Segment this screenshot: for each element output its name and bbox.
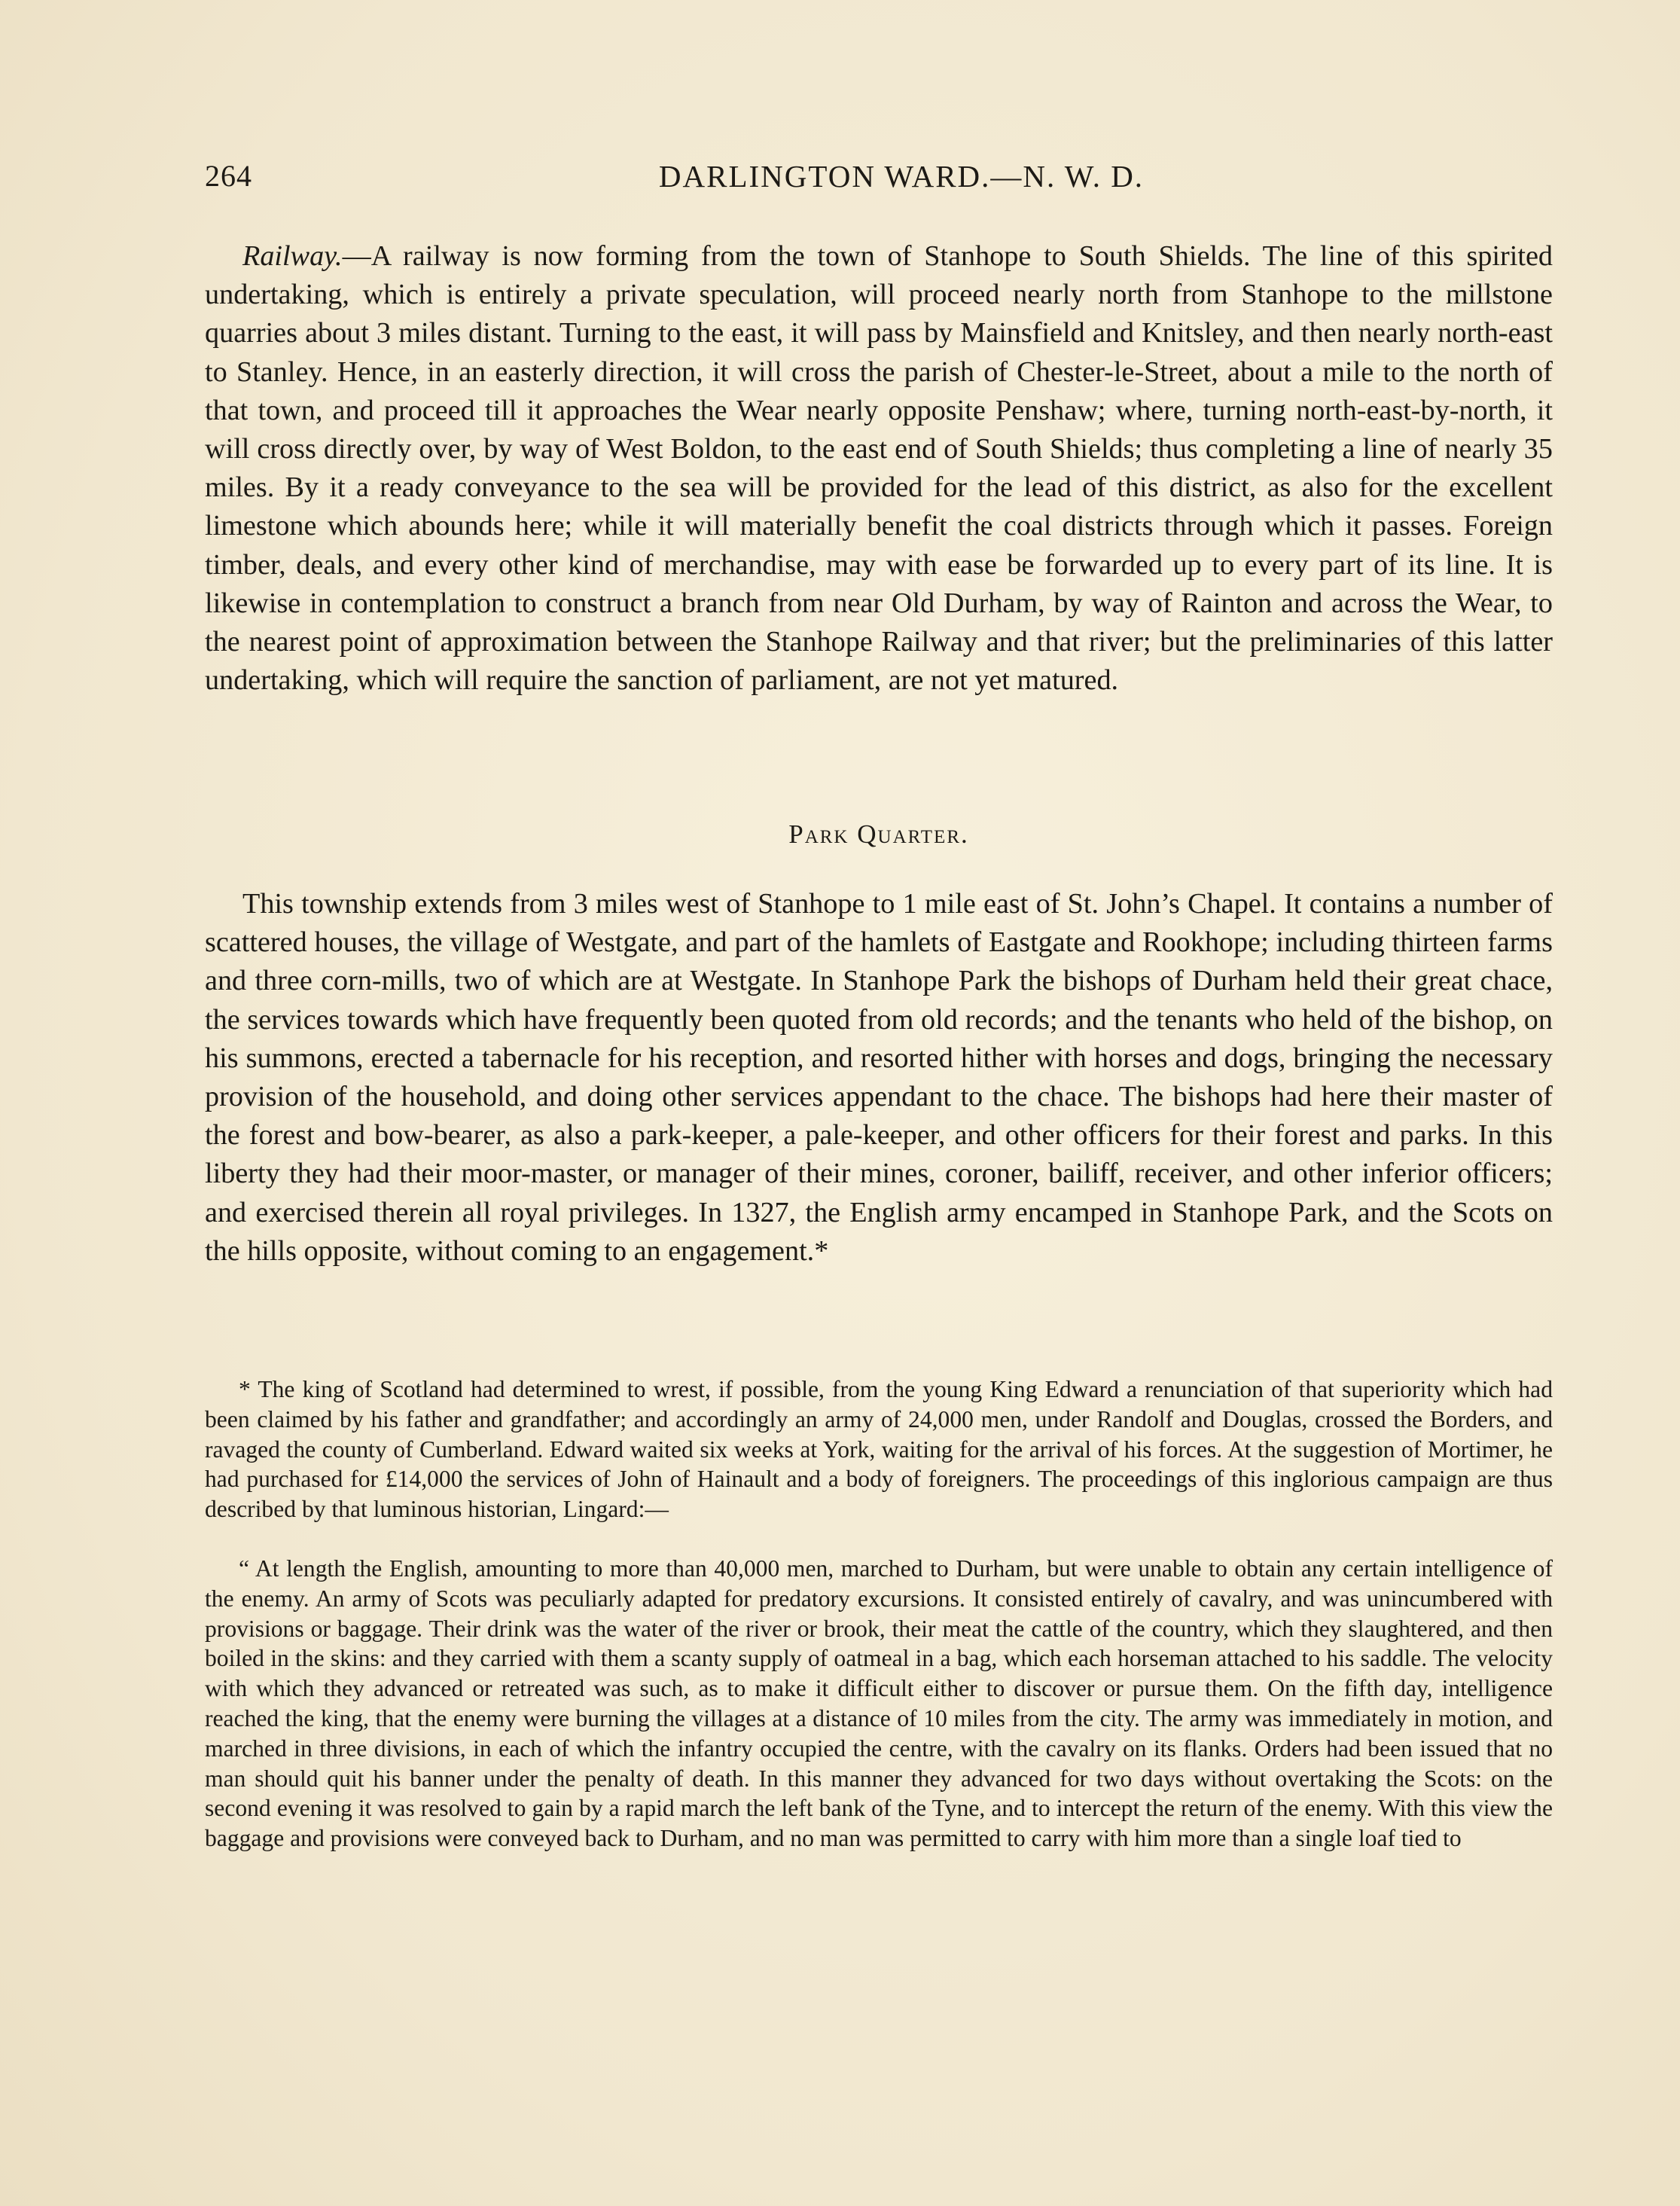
- railway-lead: Railway.: [242, 240, 343, 272]
- footnote-paragraph-1: * The king of Scotland had determined to wrest, if possible, from the young King Edward a renunciation of that superiority which had been claimed by his father and grandfather; and accordingly an army of 24,000 men, under Randolf and Douglas, crossed the Borders, and ravaged the county of Cumberland. Edward waited six weeks at York, waiting for the arrival of his forces. At the suggestion of Mortimer, he had purchased for £14,000 the services of John of Hainault and a body of foreigners. The proceedings of this inglorious campaign are thus described by that luminous historian, Lingard:—: [205, 1376, 1553, 1523]
- park-quarter-paragraph: This township extends from 3 miles west of Stanhope to 1 mile east of St. John’s Chapel. It contains a number of scattered houses, the village of Westgate, and part of the hamlets of Eastgate and Rookhope; including thirteen farms and three corn-mills, two of which are at Westgate. In Stanhope Park the bishops of Durham held their great chace, the services towards which have frequently been quoted from old records; and the tenants who held of the bishop, on his summons, erected a tabernacle for his reception, and resorted hither with horses and dogs, bringing the necessary provision of the household, and doing other services appendant to the chace. The bishops had here their master of the forest and bow-bearer, as also a park-keeper, a pale-keeper, and other officers for their forest and parks. In this liberty they had their moor-master, or manager of their mines, coroner, bailiff, receiver, and other inferior officers; and exercised therein all royal privileges. In 1327, the English army encamped in Stanhope Park, and the Scots on the hills opposite, without coming to an engagement.*: [205, 888, 1553, 1267]
- section-heading-park-quarter: Park Quarter.: [788, 819, 969, 849]
- railway-text: —A railway is now forming from the town of Stanhope to South Shields. The line of this spirited undertaking, which is entirely a private speculation, will proceed nearly north from Stanhope to the millstone quarries about 3 miles distant. Turning to the east, it will pass by Mainsfield and Knitsley, and then nearly north-east to Stanley. Hence, in an easterly direction, it will cross the parish of Chester-le-Street, about a mile to the north of that town, and proceed till it approaches the Wear nearly opposite Penshaw; where, turning north-east-by-north, it will cross directly over, by way of West Boldon, to the east end of South Shields; thus completing a line of nearly 35 miles. By it a ready conveyance to the sea will be provided for the lead of this district, as also for the excellent limestone which abounds here; while it will materially benefit the coal districts through which it passes. Foreign timber, deals, and every other kind of merchandise, may with ease be forwarded up to every part of its line. It is likewise in contemplation to construct a branch from near Old Durham, by way of Rainton and across the Wear, to the nearest point of approximation between the Stanhope Railway and that river; but the preliminaries of this latter undertaking, which will require the sanction of parliament, are not yet matured.: [205, 240, 1553, 697]
- page-number: 264: [205, 159, 252, 193]
- footnote-paragraph-2: “ At length the English, amounting to more than 40,000 men, marched to Durham, but were unable to obtain any certain intelligence of the enemy. An army of Scots was peculiarly adapted for predatory excursions. It consisted entirely of cavalry, and was unincumbered with provisions or baggage. Their drink was the water of the river or brook, their meat the cattle of the country, which they slaughtered, and then boiled in the skins: and they carried with them a scanty supply of oatmeal in a bag, which each horseman attached to his saddle. The velocity with which they advanced or retreated was such, as to make it difficult either to discover or pursue them. On the fifth day, intelligence reached the king, that the enemy were burning the villages at a distance of 10 miles from the city. The army was immediately in motion, and marched in three divisions, in each of which the infantry occupied the centre, with the cavalry on its flanks. Orders had been issued that no man should quit his banner under the penalty of death. In this manner they advanced for two days without overtaking the Scots: on the second evening it was resolved to gain by a rapid march the left bank of the Tyne, and to intercept the return of the enemy. With this view the baggage and provisions were conveyed back to Durham, and no man was permitted to carry with him more than a single loaf tied to: [205, 1555, 1553, 1852]
- page-header: [205, 158, 1553, 203]
- running-head: DARLINGTON WARD.—N. W. D.: [658, 159, 1145, 194]
- railway-paragraph: [205, 237, 1553, 700]
